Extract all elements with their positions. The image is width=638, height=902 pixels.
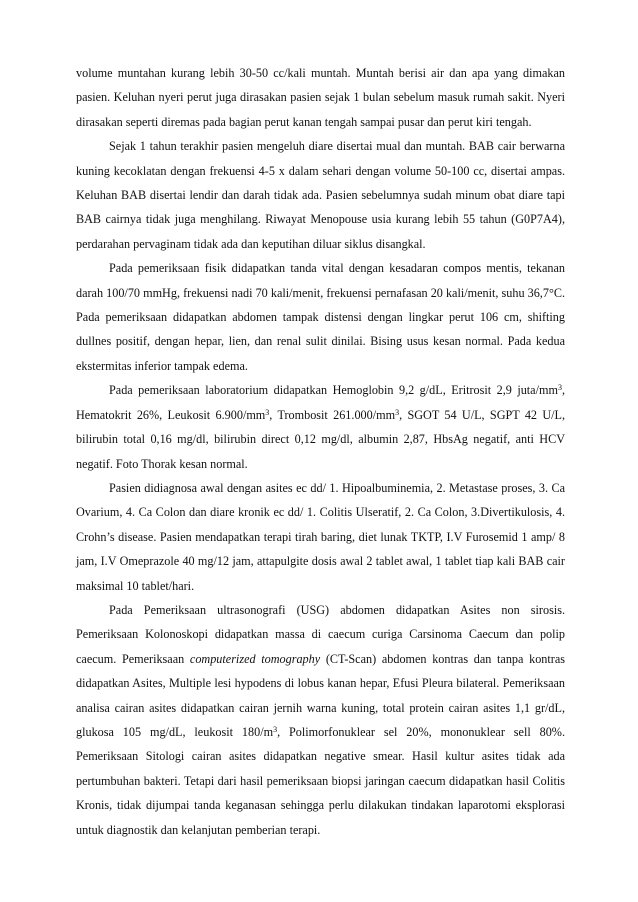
paragraph-text: , SGOT 54 U/L, SGPT 42 U/L, bilirubin total 0,16 mg/dl, bilirubin direct 0,12 mg/dl, albumin 2,87, HbsAg negatif, anti HCV negatif. Foto Thorak kesan normal. [76, 407, 566, 471]
superscript-text: 3 [273, 724, 278, 734]
superscript-text: 3 [557, 383, 562, 393]
paragraph-text: Pasien didiagnosa awal dengan asites ec dd/ 1. Hipoalbuminemia, 2. Metastase proses, 3. Ca Ovarium, 4. Ca Colon dan diare kronik ec dd/ 1. Colitis Ulseratif, 2. Ca Colon, 3.Divertikulosis, 4. Crohn’s disease. Pasien mendapatkan terapi tirah baring, diet lunak TKTP, I.V Furosemid 1 amp/ 8 jam, I.V Omeprazole 40 mg/12 jam, attapulgite dosis awal 2 tablet awal, 1 tablet tiap kali BAB cair maksimal 10 tablet/hari. [76, 480, 565, 593]
paragraph-text: Pada pemeriksaan laboratorium didapatkan Hemoglobin 9,2 g/dL, Eritrosit 2,9 juta/mm [109, 383, 558, 398]
paragraph-text: , Polimorfonuklear sel 20%, mononuklear sell 80%. Pemeriksaan Sitologi cairan asites didapatkan negative smear. Hasil kultur asites tidak ada pertumbuhan bakteri. Tetapi dari hasil pemeriksaan biopsi jaringan caecum didapatkan hasil Colitis Kronis, tidak dijumpai tanda keganasan sehingga perlu dilakukan tindakan laparotomi eksplorasi untuk diagnostik dan kelanjutan pemberian terapi. [76, 724, 565, 837]
body-paragraph [76, 61, 565, 134]
paragraph-text: Pada pemeriksaan fisik didapatkan tanda vital dengan kesadaran compos mentis, tekanan darah 100/70 mmHg, frekuensi nadi 70 kali/menit, frekuensi pernafasan 20 kali/menit, suhu 36,7°C. Pada pemeriksaan didapatkan abdomen tampak distensi dengan lingkar perut 106 cm, shifting dullnes positif, dengan hepar, lien, dan renal sulit dinilai. Bising usus kesan normal. Pada kedua ekstermitas inferior tampak edema. [76, 261, 565, 373]
paragraph-text: Sejak 1 tahun terakhir pasien mengeluh diare disertai mual dan muntah. BAB cair berwarna kuning kecoklatan dengan frekuensi 4-5 x dalam sehari dengan volume 50-100 cc, disertai ampas. Keluhan BAB disertai lendir dan darah tidak ada. Pasien sebelumnya sudah minum obat diare tapi BAB cairnya tidak juga menghilang. Riwayat Menopouse usia kurang lebih 55 tahun (G0P7A4), perdarahan pervaginam tidak ada dan keputihan diluar siklus disangkal. [76, 139, 565, 251]
body-paragraph [76, 256, 565, 378]
body-paragraph [76, 134, 565, 256]
paragraph-text: Pada Pemeriksaan ultrasonografi (USG) abdomen didapatkan Asites non sirosis. Pemeriksaan Kolonoskopi didapatkan massa di caecum curiga Carsinoma Caecum dan polip caecum. Pemeriksaan [76, 602, 565, 666]
body-paragraph [76, 598, 565, 842]
body-paragraph [76, 378, 565, 476]
paragraph-text: , Trombosit 261.000/mm [269, 407, 396, 422]
superscript-text: 3 [395, 407, 400, 417]
superscript-text: 3 [265, 407, 270, 417]
paragraph-text: , Hematokrit 26%, Leukosit 6.900/mm [76, 383, 565, 422]
paragraph-text: (CT-Scan) abdomen kontras dan tanpa kontras didapatkan Asites, Multiple lesi hypodens di lobus kanan hepar, Efusi Pleura bilateral. Pemeriksaan analisa cairan asites didapatkan cairan jernih warna kuning, total protein cairan asites 1,1 gr/dL, glukosa 105 mg/dL, leukosit 180/m [76, 651, 565, 739]
italic-text: computerized tomography [189, 651, 321, 666]
paragraph-text: volume muntahan kurang lebih 30-50 cc/kali muntah. Muntah berisi air dan apa yang dimakan pasien. Keluhan nyeri perut juga dirasakan pasien sejak 1 bulan sebelum masuk rumah sakit. Nyeri dirasakan seperti diremas pada bagian perut kanan tengah sampai pusar dan perut kiri tengah. [76, 66, 565, 129]
body-paragraph [76, 476, 565, 598]
document-page [76, 61, 565, 842]
